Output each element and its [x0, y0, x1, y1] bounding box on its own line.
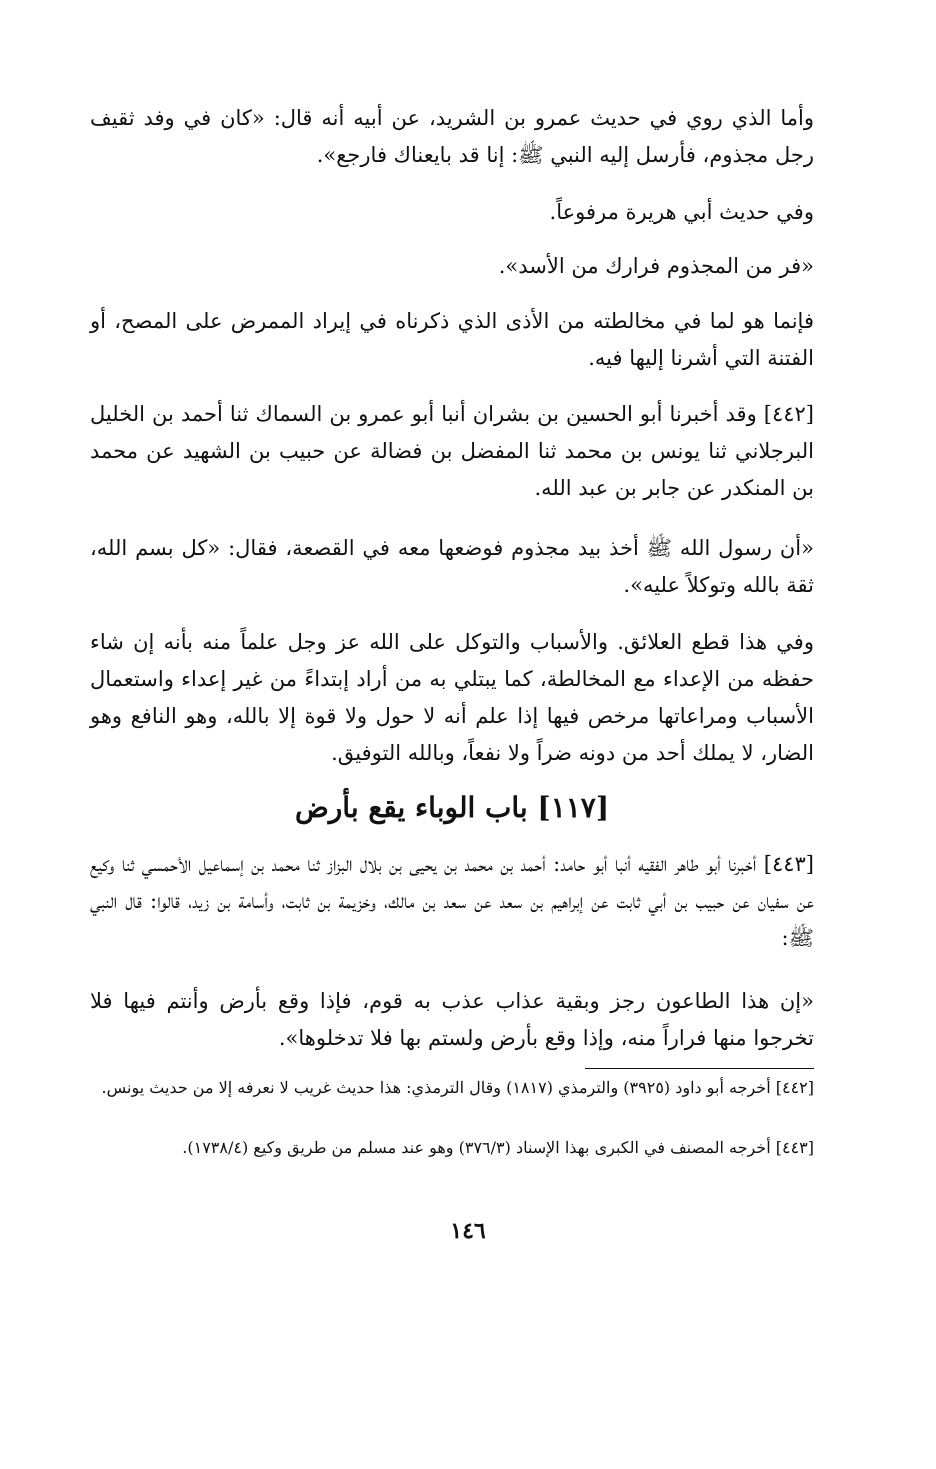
paragraph-amr-ibn-al-sharid: وأما الذي روي في حديث عمرو بن الشريد، عن أبيه أنه قال: «كان في وفد ثقيف رجل مجذوم، فأرسل إليه النبي ﷺ: إنا قد بايعناك فارجع».: [90, 106, 814, 167]
paragraph-abu-hurayra: وفي حديث أبي هريرة مرفوعاً.: [549, 200, 814, 224]
hadith-442-matn: «أن رسول الله ﷺ أخذ بيد مجذوم فوضعها معه في القصعة، فقال: «كل بسم الله، ثقة بالله وتوكلاً عليه».: [90, 536, 814, 597]
page-number: ١٤٦: [450, 1218, 486, 1244]
paragraph-flee-leper: «فر من المجذوم فرارك من الأسد».: [498, 254, 814, 278]
hadith-443-isnad: [٤٤٣] أخبرنا أبو طاهر الفقيه أنبا أبو حامد: أحمد بن محمد بن يحيى بن بلال البزاز ثنا محمد بن إسماعيل الأحمسي ثنا وكيع عن سفيان عن حبيب بن أبي ثابت عن إبراهيم بن سعد عن سعد بن مالك، وخزيمة بن ثابت، وأسامة بن زيد، قالوا: قال النبي ﷺ:: [90, 852, 814, 950]
paragraph-tawakkul: وفي هذا قطع العلائق. والأسباب والتوكل على الله عز وجل علماً منه بأنه إن شاء حفظه من الإعداء مع المخالطة، كما يبتلي به من أراد إبتداءً من غير إعداء واستعمال الأسباب ومراعاتها مرخص فيها إذا علم أنه لا حول ولا قوة إلا بالله، وهو النافع وهو الضار، لا يملك أحد من دونه ضراً ولا نفعاً، وبالله التوفيق.: [90, 630, 814, 765]
footnote-separator: [585, 1068, 814, 1069]
chapter-heading: [١١٧] باب الوباء يقع بأرض: [294, 791, 610, 824]
footnote-443: [٤٤٣] أخرجه المصنف في الكبرى بهذا الإسناد (٣٧٦/٣) وهو عند مسلم من طريق وكيع (١٧٣٨/٤).: [182, 1138, 814, 1157]
hadith-442-isnad: [٤٤٢] وقد أخبرنا أبو الحسين بن بشران أنبا أبو عمرو بن السماك ثنا أحمد بن الخليل البرجلاني ثنا يونس بن محمد ثنا المفضل بن فضالة عن حبيب بن الشهيد عن محمد بن المنكدر عن جابر بن عبد الله.: [90, 402, 814, 500]
hadith-443-matn: «إن هذا الطاعون رجز وبقية عذاب عذب به قوم، فإذا وقع بأرض وأنتم فيها فلا تخرجوا منها فراراً منه، وإذا وقع بأرض ولستم بها فلا تدخلوها».: [90, 989, 814, 1050]
paragraph-explanation: فإنما هو لما في مخالطته من الأذى الذي ذكرناه في إيراد الممرض على المصح، أو الفتنة التي أشرنا إليها فيه.: [90, 309, 814, 370]
footnote-442: [٤٤٢] أخرجه أبو داود (٣٩٢٥) والترمذي (١٨١٧) وقال الترمذي: هذا حديث غريب لا نعرفه إلا من حديث يونس.: [101, 1078, 814, 1097]
